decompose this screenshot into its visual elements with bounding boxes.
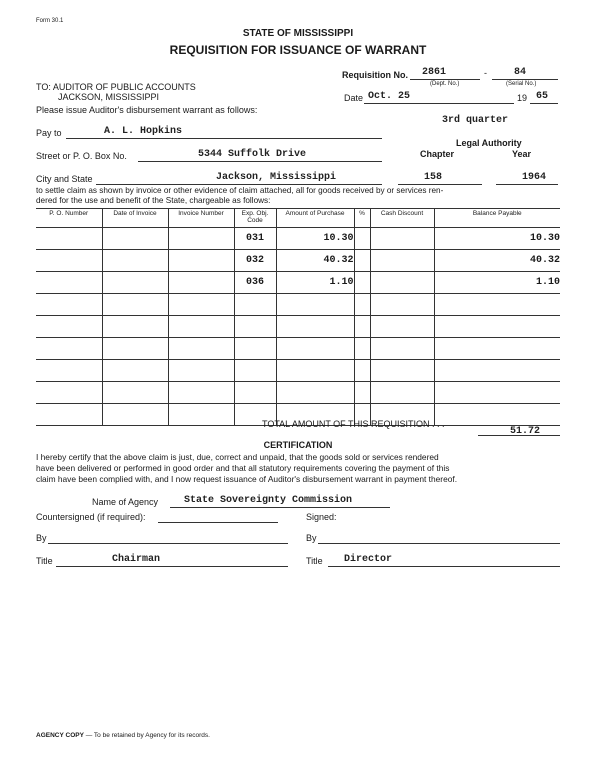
row-code: 036 — [234, 272, 276, 294]
col-cash-discount: Cash Discount — [370, 209, 434, 228]
street-value: 5344 Suffolk Drive — [198, 149, 307, 160]
legal-authority-label: Legal Authority — [456, 138, 522, 148]
col-amount-of-purchase: Amount of Purchase — [276, 209, 354, 228]
table-row — [36, 272, 560, 294]
requisition-label: Requisition No. — [342, 70, 408, 80]
year-suffix: 65 — [536, 91, 549, 102]
agency-copy-label: AGENCY COPY — [36, 732, 84, 739]
instruction-text: Please issue Auditor's disbursement warrant as follows: — [36, 105, 258, 115]
col-balance-payable: Balance Payable — [434, 209, 560, 228]
col-percent: % — [354, 209, 370, 228]
title-label-left: Title — [36, 556, 53, 566]
form-number: Form 30.1 — [36, 18, 64, 24]
row-balance: 40.32 — [434, 250, 560, 272]
agency-label: Name of Agency — [92, 497, 159, 507]
table-header-row — [36, 209, 560, 228]
col-invoice-number: Invoice Number — [168, 209, 234, 228]
year-value: 1964 — [522, 172, 547, 183]
year-prefix: 19 — [517, 93, 528, 103]
date-value: Oct. 25 — [368, 91, 411, 102]
settle-text-1: to settle claim as shown by invoice or other evidence of claim attached, all for goods received by or services ren- — [36, 186, 444, 195]
table-row — [36, 338, 560, 360]
table-row — [36, 250, 560, 272]
title-left-value: Chairman — [112, 554, 161, 565]
table-row — [36, 382, 560, 404]
title-right-value: Director — [344, 554, 393, 565]
chapter-label: Chapter — [420, 149, 455, 159]
agency-copy-note: — To be retained by Agency for its records. — [85, 732, 210, 739]
row-balance: 10.30 — [434, 228, 560, 250]
page-title: REQUISITION FOR ISSUANCE OF WARRANT — [169, 43, 427, 57]
agency-copy-footer — [36, 732, 210, 739]
table-row — [36, 360, 560, 382]
chapter-value: 158 — [424, 172, 443, 183]
row-amount: 40.32 — [276, 250, 354, 272]
settle-text-2: dered for the use and benefit of the State, chargeable as follows: — [36, 196, 271, 205]
row-amount: 1.10 — [276, 272, 354, 294]
city-label: City and State — [36, 174, 93, 184]
total-value: 51.72 — [510, 426, 541, 437]
date-label: Date — [344, 93, 364, 103]
certification-title: CERTIFICATION — [263, 440, 333, 450]
dept-no-caption: (Dept. No.) — [430, 81, 460, 87]
agency-value: State Sovereignty Commission — [184, 495, 353, 506]
pay-to-label: Pay to — [36, 128, 62, 138]
cert-line-1: I hereby certify that the above claim is just, due, correct and unpaid, that the goods sold or services rendered — [36, 452, 439, 462]
cert-line-3: claim have been complied with, and I now request issuance of Auditor's disbursement warrant in payment thereof. — [36, 474, 458, 484]
col-po-number: P. O. Number — [36, 209, 102, 228]
row-amount: 10.30 — [276, 228, 354, 250]
row-code: 031 — [234, 228, 276, 250]
table-row — [36, 228, 560, 250]
serial-no-caption: (Serial No.) — [506, 81, 537, 87]
to-line-2: JACKSON, MISSISSIPPI — [58, 92, 160, 102]
table-row — [36, 316, 560, 338]
state-heading: STATE OF MISSISSIPPI — [242, 28, 354, 39]
row-balance: 1.10 — [434, 272, 560, 294]
row-code: 032 — [234, 250, 276, 272]
by-label-left: By — [36, 533, 47, 543]
signed-label: Signed: — [306, 512, 337, 522]
serial-number: 84 — [514, 67, 527, 78]
cert-line-2: have been delivered or performed in good order and that all statutory requirements covering the payment of this — [36, 463, 450, 473]
by-label-right: By — [306, 533, 317, 543]
title-label-right: Title — [306, 556, 323, 566]
street-label: Street or P. O. Box No. — [36, 151, 127, 161]
year-label: Year — [512, 149, 532, 159]
quarter-note: 3rd quarter — [442, 115, 509, 126]
requisition-number: 2861 — [422, 67, 447, 78]
pay-to-value: A. L. Hopkins — [104, 126, 183, 137]
to-line-1: TO: AUDITOR OF PUBLIC ACCOUNTS — [36, 82, 196, 92]
total-label: TOTAL AMOUNT OF THIS REQUISITION . . . — [262, 419, 445, 429]
countersigned-label: Countersigned (if required): — [36, 512, 146, 522]
claims-table — [36, 208, 560, 426]
col-exp-obj-code: Exp. Obj. Code — [234, 209, 276, 228]
city-value: Jackson, Mississippi — [216, 172, 337, 183]
table-row — [36, 294, 560, 316]
col-date-of-invoice: Date of Invoice — [102, 209, 168, 228]
